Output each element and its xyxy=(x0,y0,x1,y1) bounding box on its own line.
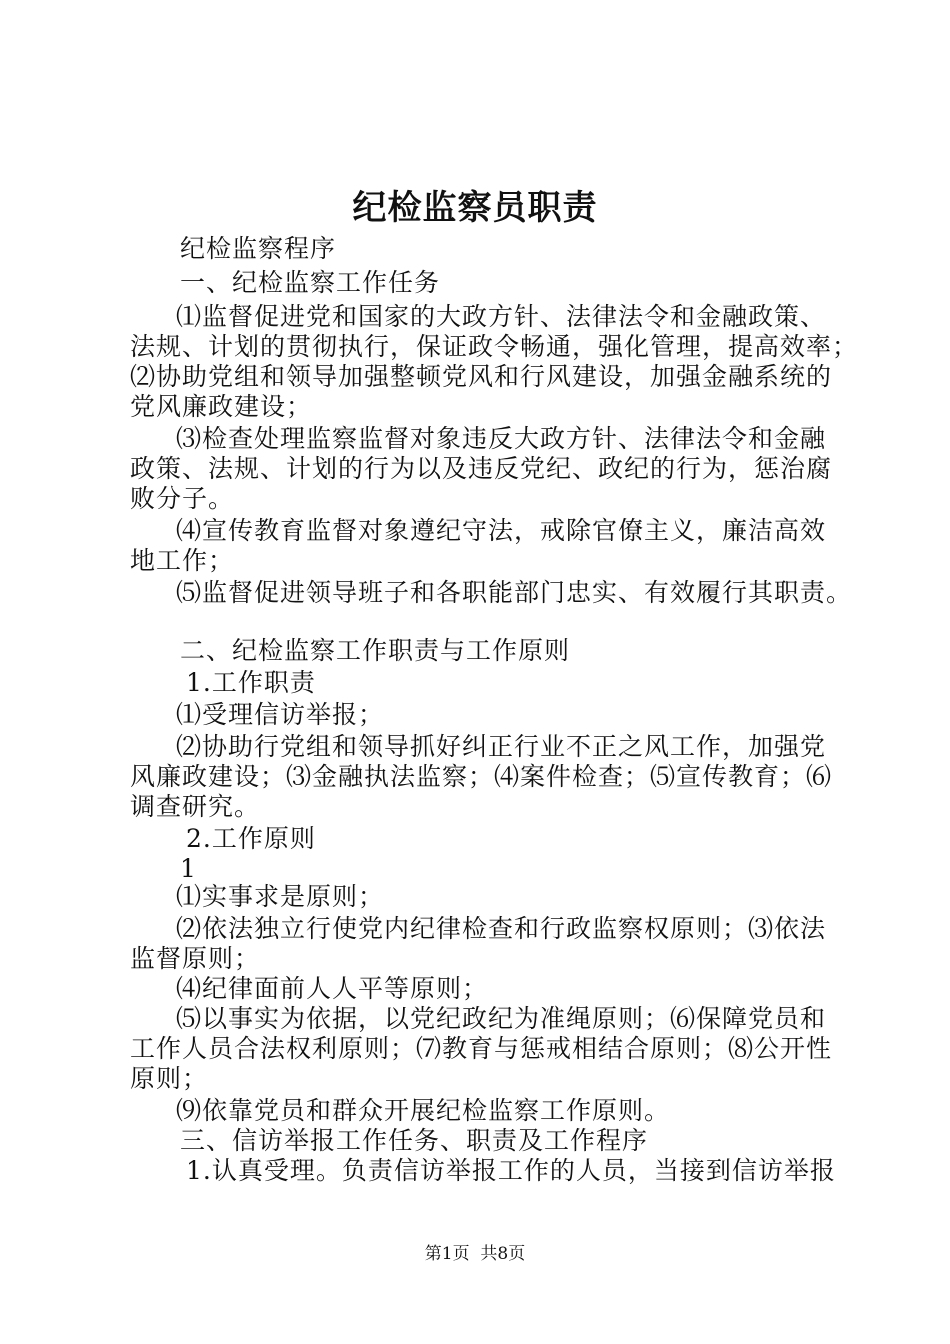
body-line: ⑵依法独立行使党内纪律检查和行政监察权原则；⑶依法 xyxy=(176,914,827,943)
body-line: 工作人员合法权利原则；⑺教育与惩戒相结合原则；⑻公开性 xyxy=(130,1034,833,1063)
sub-heading: 2.工作原则 xyxy=(186,824,316,853)
body-line: 政策、法规、计划的行为以及违反党纪、政纪的行为，惩治腐 xyxy=(130,454,833,483)
body-line: ⑵协助党组和领导加强整顿党风和行风建设，加强金融系统的 xyxy=(130,362,833,391)
body-line: 调查研究。 xyxy=(130,792,261,821)
body-line: 纪检监察程序 xyxy=(180,234,337,263)
body-line: 监督原则； xyxy=(130,944,261,973)
sub-heading: 1.工作职责 xyxy=(186,668,316,697)
body-line: ⑷宣传教育监督对象遵纪守法，戒除官僚主义，廉洁高效 xyxy=(176,516,827,545)
body-line: 原则； xyxy=(130,1064,209,1093)
section-heading: 三、信访举报工作任务、职责及工作程序 xyxy=(180,1126,649,1155)
body-line: ⑵协助行党组和领导抓好纠正行业不正之风工作，加强党 xyxy=(176,732,827,761)
section-heading: 二、纪检监察工作职责与工作原则 xyxy=(180,636,571,665)
body-line: 风廉政建设；⑶金融执法监察；⑷案件检查；⑸宣传教育；⑹ xyxy=(130,762,833,791)
body-line: ⑴监督促进党和国家的大政方针、法律法令和金融政策、 xyxy=(176,302,827,331)
body-line: 地工作； xyxy=(130,546,235,575)
page-indicator: 第1页 共8页 xyxy=(424,1244,526,1264)
body-line: ⑶检查处理监察监督对象违反大政方针、法律法令和金融 xyxy=(176,424,827,453)
body-line: ⑴受理信访举报； xyxy=(176,700,385,729)
body-line: ⑼依靠党员和群众开展纪检监察工作原则。 xyxy=(176,1096,671,1125)
document-title: 纪检监察员职责 xyxy=(352,188,598,228)
body-line: ⑴实事求是原则； xyxy=(176,882,385,911)
body-line: 党风廉政建设； xyxy=(130,392,313,421)
section-heading: 一、纪检监察工作任务 xyxy=(180,268,441,297)
body-line: 法规、计划的贯彻执行，保证政令畅通，强化管理，提高效率； xyxy=(130,332,859,361)
body-line: 1.认真受理。负责信访举报工作的人员，当接到信访举报 xyxy=(186,1156,836,1185)
body-line: ⑸监督促进领导班子和各职能部门忠实、有效履行其职责。 xyxy=(176,578,853,607)
body-line: 1 xyxy=(180,854,197,883)
body-line: ⑷纪律面前人人平等原则； xyxy=(176,974,489,1003)
body-line: ⑸以事实为依据，以党纪政纪为准绳原则；⑹保障党员和 xyxy=(176,1004,827,1033)
body-line: 败分子。 xyxy=(130,484,235,513)
